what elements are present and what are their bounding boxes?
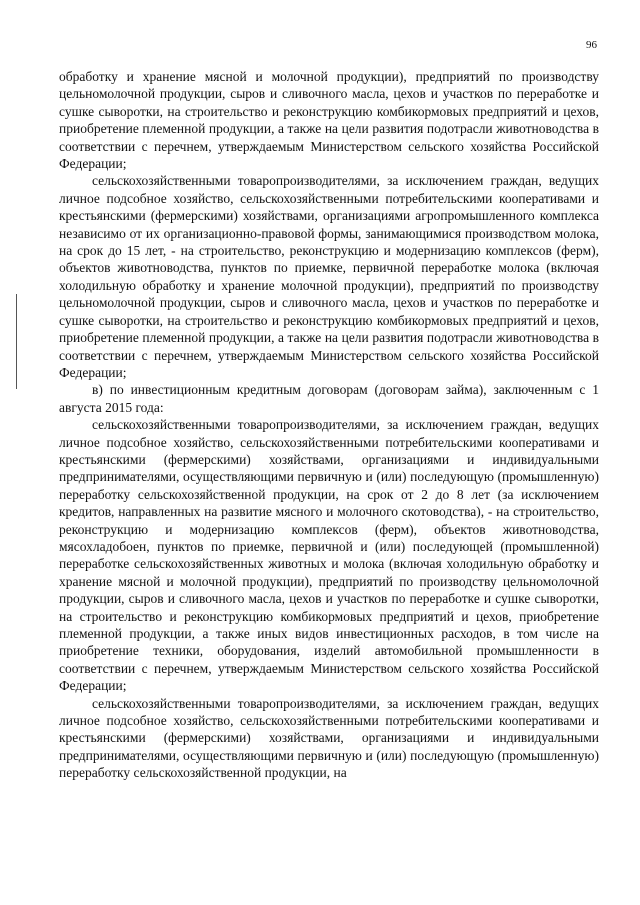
paragraph-continuation: обработку и хранение мясной и молочной продукции), предприятий по производству цельномолочной продукции, сыров и сливочного масла, цехов и участков по переработке и сушке сыворотки, на строительство и реконструкцию комбикормовых предприятий и цехов, приобретение племенной продукции, а также на цели развития подотрасли животноводства в соответствии с перечнем, утверждаемым Министерством сельского хозяйства Российской Федерации; (59, 69, 599, 172)
paragraph: сельскохозяйственными товаропроизводителями, за исключением граждан, ведущих личное подсобное хозяйство, сельскохозяйственными потребительскими кооперативами и крестьянскими (фермерскими) хозяйствами, организациями агропромышленного комплекса независимо от их организационно-правовой формы, занимающимися производством молока, на срок до 15 лет, - на строительство, реконструкцию и модернизацию комплексов (ферм), объектов животноводства, пунктов по приемке, первичной переработке молока (включая холодильную обработку и хранение молочной продукции), предприятий по производству цельномолочной продукции, сыров и сливочного масла, цехов и участков по переработке и сушке сыворотки, на строительство и реконструкцию комбикормовых предприятий и цехов, приобретение племенной продукции, а также на цели развития подотрасли животноводства в соответствии с перечнем, утверждаемым Министерством сельского хозяйства Российской Федерации; (59, 173, 599, 380)
margin-mark (16, 294, 17, 389)
paragraph: сельскохозяйственными товаропроизводителями, за исключением граждан, ведущих личное подсобное хозяйство, сельскохозяйственными потребительскими кооперативами и крестьянскими (фермерскими) хозяйствами, организациями и индивидуальными предпринимателями, осуществляющими первичную и (или) последующую (промышленную) переработку сельскохозяйственной продукции, на (59, 695, 599, 781)
paragraph-subclause-v: в) по инвестиционным кредитным договорам (договорам займа), заключенным с 1 августа 2015 года: (59, 382, 599, 415)
document-body (59, 68, 599, 782)
page-number: 96 (586, 39, 597, 51)
paragraph: сельскохозяйственными товаропроизводителями, за исключением граждан, ведущих личное подсобное хозяйство, сельскохозяйственными потребительскими кооперативами и крестьянскими (фермерскими) хозяйствами, организациями и индивидуальными предпринимателями, осуществляющими первичную и (или) последующую (промышленную) переработку сельскохозяйственной продукции, на срок от 2 до 8 лет (за исключением кредитов, направленных на развитие мясного и молочного скотоводства), - на строительство, реконструкцию и модернизацию комплексов (ферм), объектов животноводства, мясохладобоен, пунктов по приемке, первичной и (или) последующей (промышленной) переработке сельскохозяйственных животных и молока (включая холодильную обработку и хранение мясной и молочной продукции), предприятий по производству цельномолочной продукции, сыров и сливочного масла, цехов и участков по переработке и сушке сыворотки, на строительство и реконструкцию комбикормовых предприятий и цехов, приобретение племенной продукции, а также иных видов инвестиционных расходов, в том числе на приобретение техники, оборудования, изделий автомобильной промышленности в соответствии с перечнем, утверждаемым Министерством сельского хозяйства Российской Федерации; (59, 417, 599, 694)
